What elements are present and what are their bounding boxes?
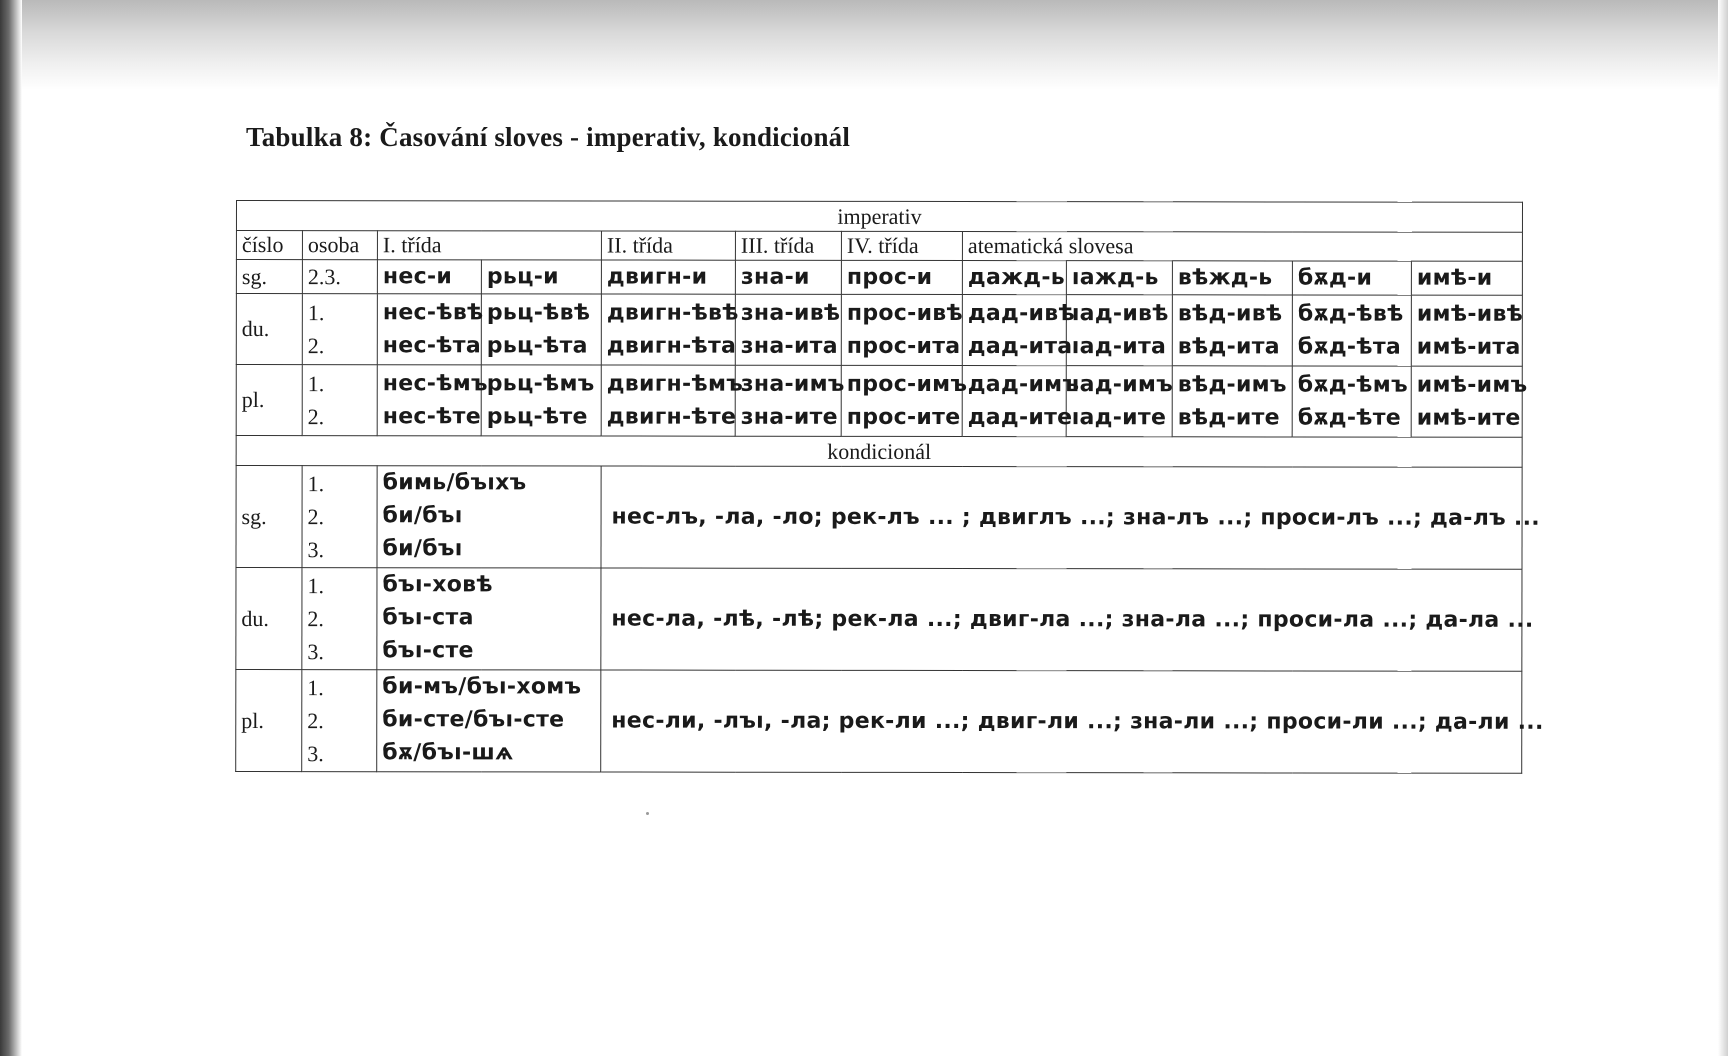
osoba-number: 1. bbox=[307, 300, 325, 326]
form-text: бимь/бъıхъ bbox=[382, 470, 527, 496]
auxiliary-forms-cell bbox=[377, 466, 601, 568]
form-cell: имѣ-и bbox=[1411, 261, 1522, 295]
form-text: бѫд-ѣмъ bbox=[1297, 372, 1408, 398]
conjugation-table-wrapper bbox=[235, 200, 1544, 774]
form-text: вѣд-имъ bbox=[1177, 372, 1287, 398]
header-trida-2: II. třída bbox=[601, 231, 735, 260]
form-text: бѫд-ѣта bbox=[1297, 334, 1402, 360]
form-text: прос-ита bbox=[846, 333, 961, 360]
participles-cell: нес-ла, -лѣ, -лѣ; рек-ла ...; двиг-ла ...; зна-ла ...; проси-ла ...; да-ла ... bbox=[601, 568, 1522, 671]
scan-shadow-top bbox=[0, 0, 1728, 90]
osoba-cell bbox=[302, 568, 377, 670]
form-cell bbox=[1292, 366, 1411, 437]
form-text: бъı-ховѣ bbox=[382, 572, 493, 598]
form-cell bbox=[735, 294, 841, 365]
cislo-label: sg. bbox=[236, 466, 302, 568]
form-text: двигн-ѣвѣ bbox=[606, 300, 739, 326]
form-text: имѣ-имъ bbox=[1416, 372, 1528, 398]
form-cell bbox=[377, 365, 488, 436]
form-cell bbox=[481, 365, 601, 436]
form-cell bbox=[1172, 366, 1292, 437]
form-cell bbox=[1411, 295, 1522, 366]
kondicional-row-sg bbox=[236, 466, 1522, 570]
form-text: бъı-ста bbox=[382, 605, 474, 631]
form-cell: вѣжд-ь bbox=[1172, 261, 1292, 295]
header-osoba: osoba bbox=[302, 231, 377, 260]
form-cell bbox=[841, 365, 968, 436]
osoba-cell bbox=[302, 365, 377, 436]
form-text: бѫ/бъı-шѧ bbox=[382, 740, 514, 766]
form-cell bbox=[962, 366, 1080, 437]
imperativ-row-sg bbox=[236, 260, 1522, 296]
osoba-number: 1. bbox=[307, 675, 324, 701]
form-cell bbox=[481, 294, 601, 365]
form-text: дад-ите bbox=[967, 405, 1073, 431]
form-text: прос-ивѣ bbox=[846, 300, 964, 327]
osoba-number: 2. bbox=[307, 404, 325, 430]
form-text: рьц-ѣте bbox=[486, 404, 588, 430]
form-text: би/бъı bbox=[382, 536, 463, 562]
form-text: имѣ-ите bbox=[1416, 405, 1521, 431]
cislo-label: pl. bbox=[236, 670, 302, 772]
form-text: ıад-имъ bbox=[1071, 372, 1174, 398]
form-text: бѫд-ѣте bbox=[1297, 405, 1402, 431]
form-cell bbox=[377, 294, 484, 365]
header-trida-1: I. třída bbox=[377, 231, 601, 260]
form-text: нес-ѣвѣ bbox=[382, 300, 484, 326]
form-text: би-мъ/бъı-хомъ bbox=[382, 674, 582, 700]
form-text: ıад-ивѣ bbox=[1071, 301, 1169, 327]
cislo-label: du. bbox=[236, 294, 302, 365]
osoba-number: 3. bbox=[307, 537, 325, 563]
form-cell bbox=[1172, 295, 1292, 366]
form-text: нес-ѣта bbox=[382, 333, 482, 359]
form-text: нес-ѣте bbox=[382, 404, 481, 430]
header-cislo: číslo bbox=[236, 231, 302, 260]
page-title: Tabulka 8: Časování sloves - imperativ, kondicionál bbox=[246, 122, 851, 152]
osoba-cell bbox=[302, 294, 377, 365]
participles-cell: нес-лъ, -ла, -ло; рек-лъ ... ; двиглъ ...; зна-лъ ...; проси-лъ ...; да-лъ ... bbox=[601, 466, 1522, 569]
auxiliary-forms-cell bbox=[377, 568, 601, 670]
osoba-number: 1. bbox=[307, 371, 325, 397]
osoba-cell bbox=[302, 466, 377, 568]
form-text: рьц-ѣта bbox=[486, 333, 588, 359]
form-cell bbox=[1066, 366, 1172, 437]
form-cell: двигн-и bbox=[601, 260, 735, 294]
form-text: имѣ-ита bbox=[1416, 334, 1521, 360]
osoba-number: 2.3. bbox=[307, 263, 341, 289]
form-text: зна-ита bbox=[740, 333, 838, 359]
form-cell bbox=[735, 365, 845, 436]
form-text: зна-ите bbox=[740, 404, 838, 430]
form-text: дад-ивѣ bbox=[967, 301, 1076, 327]
form-text: бѫд-ѣвѣ bbox=[1297, 301, 1404, 327]
form-text: двигн-ѣте bbox=[606, 404, 737, 430]
form-cell bbox=[962, 295, 1076, 366]
osoba-number: 3. bbox=[307, 639, 324, 665]
form-cell: ıажд-ь bbox=[1066, 261, 1172, 295]
participles-cell: нес-ли, -лъı, -ла; рек-ли ...; двиг-ли ...; зна-ли ...; проси-ли ...; да-ли ... bbox=[601, 670, 1522, 773]
osoba-cell bbox=[302, 260, 377, 294]
form-cell: рьц-и bbox=[481, 260, 601, 294]
form-cell: дажд-ь bbox=[962, 261, 1066, 295]
cislo-label: sg. bbox=[236, 260, 302, 294]
form-text: вѣд-ита bbox=[1177, 334, 1280, 360]
osoba-number: 2. bbox=[307, 504, 325, 530]
scan-shadow-left bbox=[0, 0, 22, 1056]
cislo-label: du. bbox=[236, 568, 302, 670]
scan-speck bbox=[646, 812, 649, 815]
cislo-label: pl. bbox=[236, 365, 302, 436]
scan-shadow-right bbox=[1718, 0, 1728, 1056]
osoba-number: 2. bbox=[307, 606, 324, 632]
form-text: нес-ѣмъ bbox=[382, 371, 488, 397]
form-text: рьц-ѣмъ bbox=[486, 371, 595, 397]
form-cell bbox=[601, 365, 744, 436]
osoba-cell bbox=[302, 670, 377, 772]
form-text: би-сте/бъı-сте bbox=[382, 707, 565, 733]
conjugation-table bbox=[235, 200, 1544, 774]
header-atematicka: atematická slovesa bbox=[962, 232, 1522, 262]
form-cell bbox=[601, 294, 739, 365]
form-text: прос-имъ bbox=[846, 371, 968, 398]
form-cell: зна-и bbox=[735, 260, 841, 294]
header-trida-3: III. třída bbox=[735, 231, 841, 260]
imperativ-section-header: imperativ bbox=[236, 201, 1522, 233]
osoba-number: 1. bbox=[307, 471, 325, 497]
form-text: дад-имъ bbox=[967, 372, 1080, 398]
form-cell: прос-и bbox=[841, 260, 962, 294]
form-text: вѣд-ивѣ bbox=[1177, 301, 1283, 327]
form-cell: нес-и bbox=[377, 260, 481, 294]
form-text: прос-ите bbox=[846, 404, 961, 431]
form-cell bbox=[1292, 295, 1411, 366]
imperativ-row-pl bbox=[236, 365, 1522, 438]
form-text: ıад-ита bbox=[1071, 334, 1167, 360]
form-text: двигн-ѣта bbox=[606, 333, 737, 359]
form-text: ıад-ите bbox=[1071, 405, 1167, 431]
header-trida-4: IV. třída bbox=[841, 231, 962, 260]
form-text: зна-ивѣ bbox=[740, 300, 841, 326]
kondicional-row-pl bbox=[236, 670, 1522, 774]
osoba-number: 2. bbox=[307, 708, 324, 734]
form-cell bbox=[1411, 366, 1528, 437]
form-text: дад-ита bbox=[967, 334, 1073, 360]
form-text: би/бъı bbox=[382, 503, 463, 529]
form-cell: бѫд-и bbox=[1292, 261, 1411, 295]
osoba-number: 3. bbox=[307, 741, 324, 767]
form-text: двигн-ѣмъ bbox=[606, 371, 744, 397]
form-cell bbox=[841, 294, 962, 365]
form-cell bbox=[1066, 295, 1172, 366]
form-text: вѣд-ите bbox=[1177, 405, 1280, 431]
form-text: зна-имъ bbox=[740, 371, 845, 397]
osoba-number: 2. bbox=[307, 333, 325, 359]
osoba-number: 1. bbox=[307, 573, 324, 599]
auxiliary-forms-cell bbox=[377, 670, 601, 772]
form-text: бъı-сте bbox=[382, 638, 474, 664]
kondicional-row-du bbox=[236, 568, 1522, 672]
kondicional-section-header: kondicionál bbox=[236, 436, 1522, 468]
form-text: рьц-ѣвѣ bbox=[486, 300, 591, 326]
imperativ-row-du bbox=[236, 294, 1522, 367]
form-text: имѣ-ивѣ bbox=[1416, 301, 1524, 327]
